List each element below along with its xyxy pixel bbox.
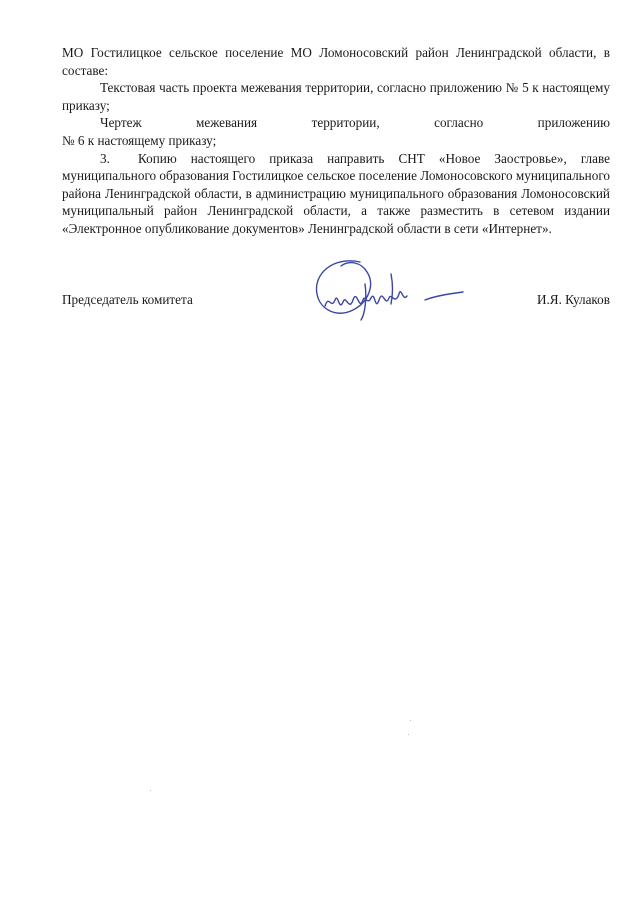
scan-speck [408,734,409,735]
paragraph-4 [62,150,610,238]
signatory-title: Председатель комитета [62,292,193,307]
paragraph-1: МО Гостилицкое сельское поселение МО Ломоносовский район Ленинградской области, в составе: [62,45,610,78]
scan-speck [410,720,411,721]
scan-speck [150,790,151,791]
signatory-name: И.Я. Кулаков [536,292,610,307]
paragraph-2: Текстовая часть проекта межевания территории, согласно приложению № 5 к настоящему приказу; [62,80,610,113]
paragraph-3-line-2: № 6 к настоящему приказу; [62,132,217,148]
handwritten-signature [305,254,485,324]
document-body [62,44,610,238]
paragraph-4-text: Копию настоящего приказа направить СНТ «Новое Заостровье», главе муниципального образования Гостилицкое сельское поселение Ломоносовского муниципального района Ленинградской области, в администрацию муниципального образования Ломоносовский муниципальный район Ленинградской области, а также разместить в сетевом издании «Электронное опубликование документов» Ленинградской области в сети «Интернет». [62,150,610,236]
paragraph-4-number: 3. [100,150,110,166]
paragraph-3-line-1: Чертеж межевания территории, согласно приложению [100,115,610,131]
